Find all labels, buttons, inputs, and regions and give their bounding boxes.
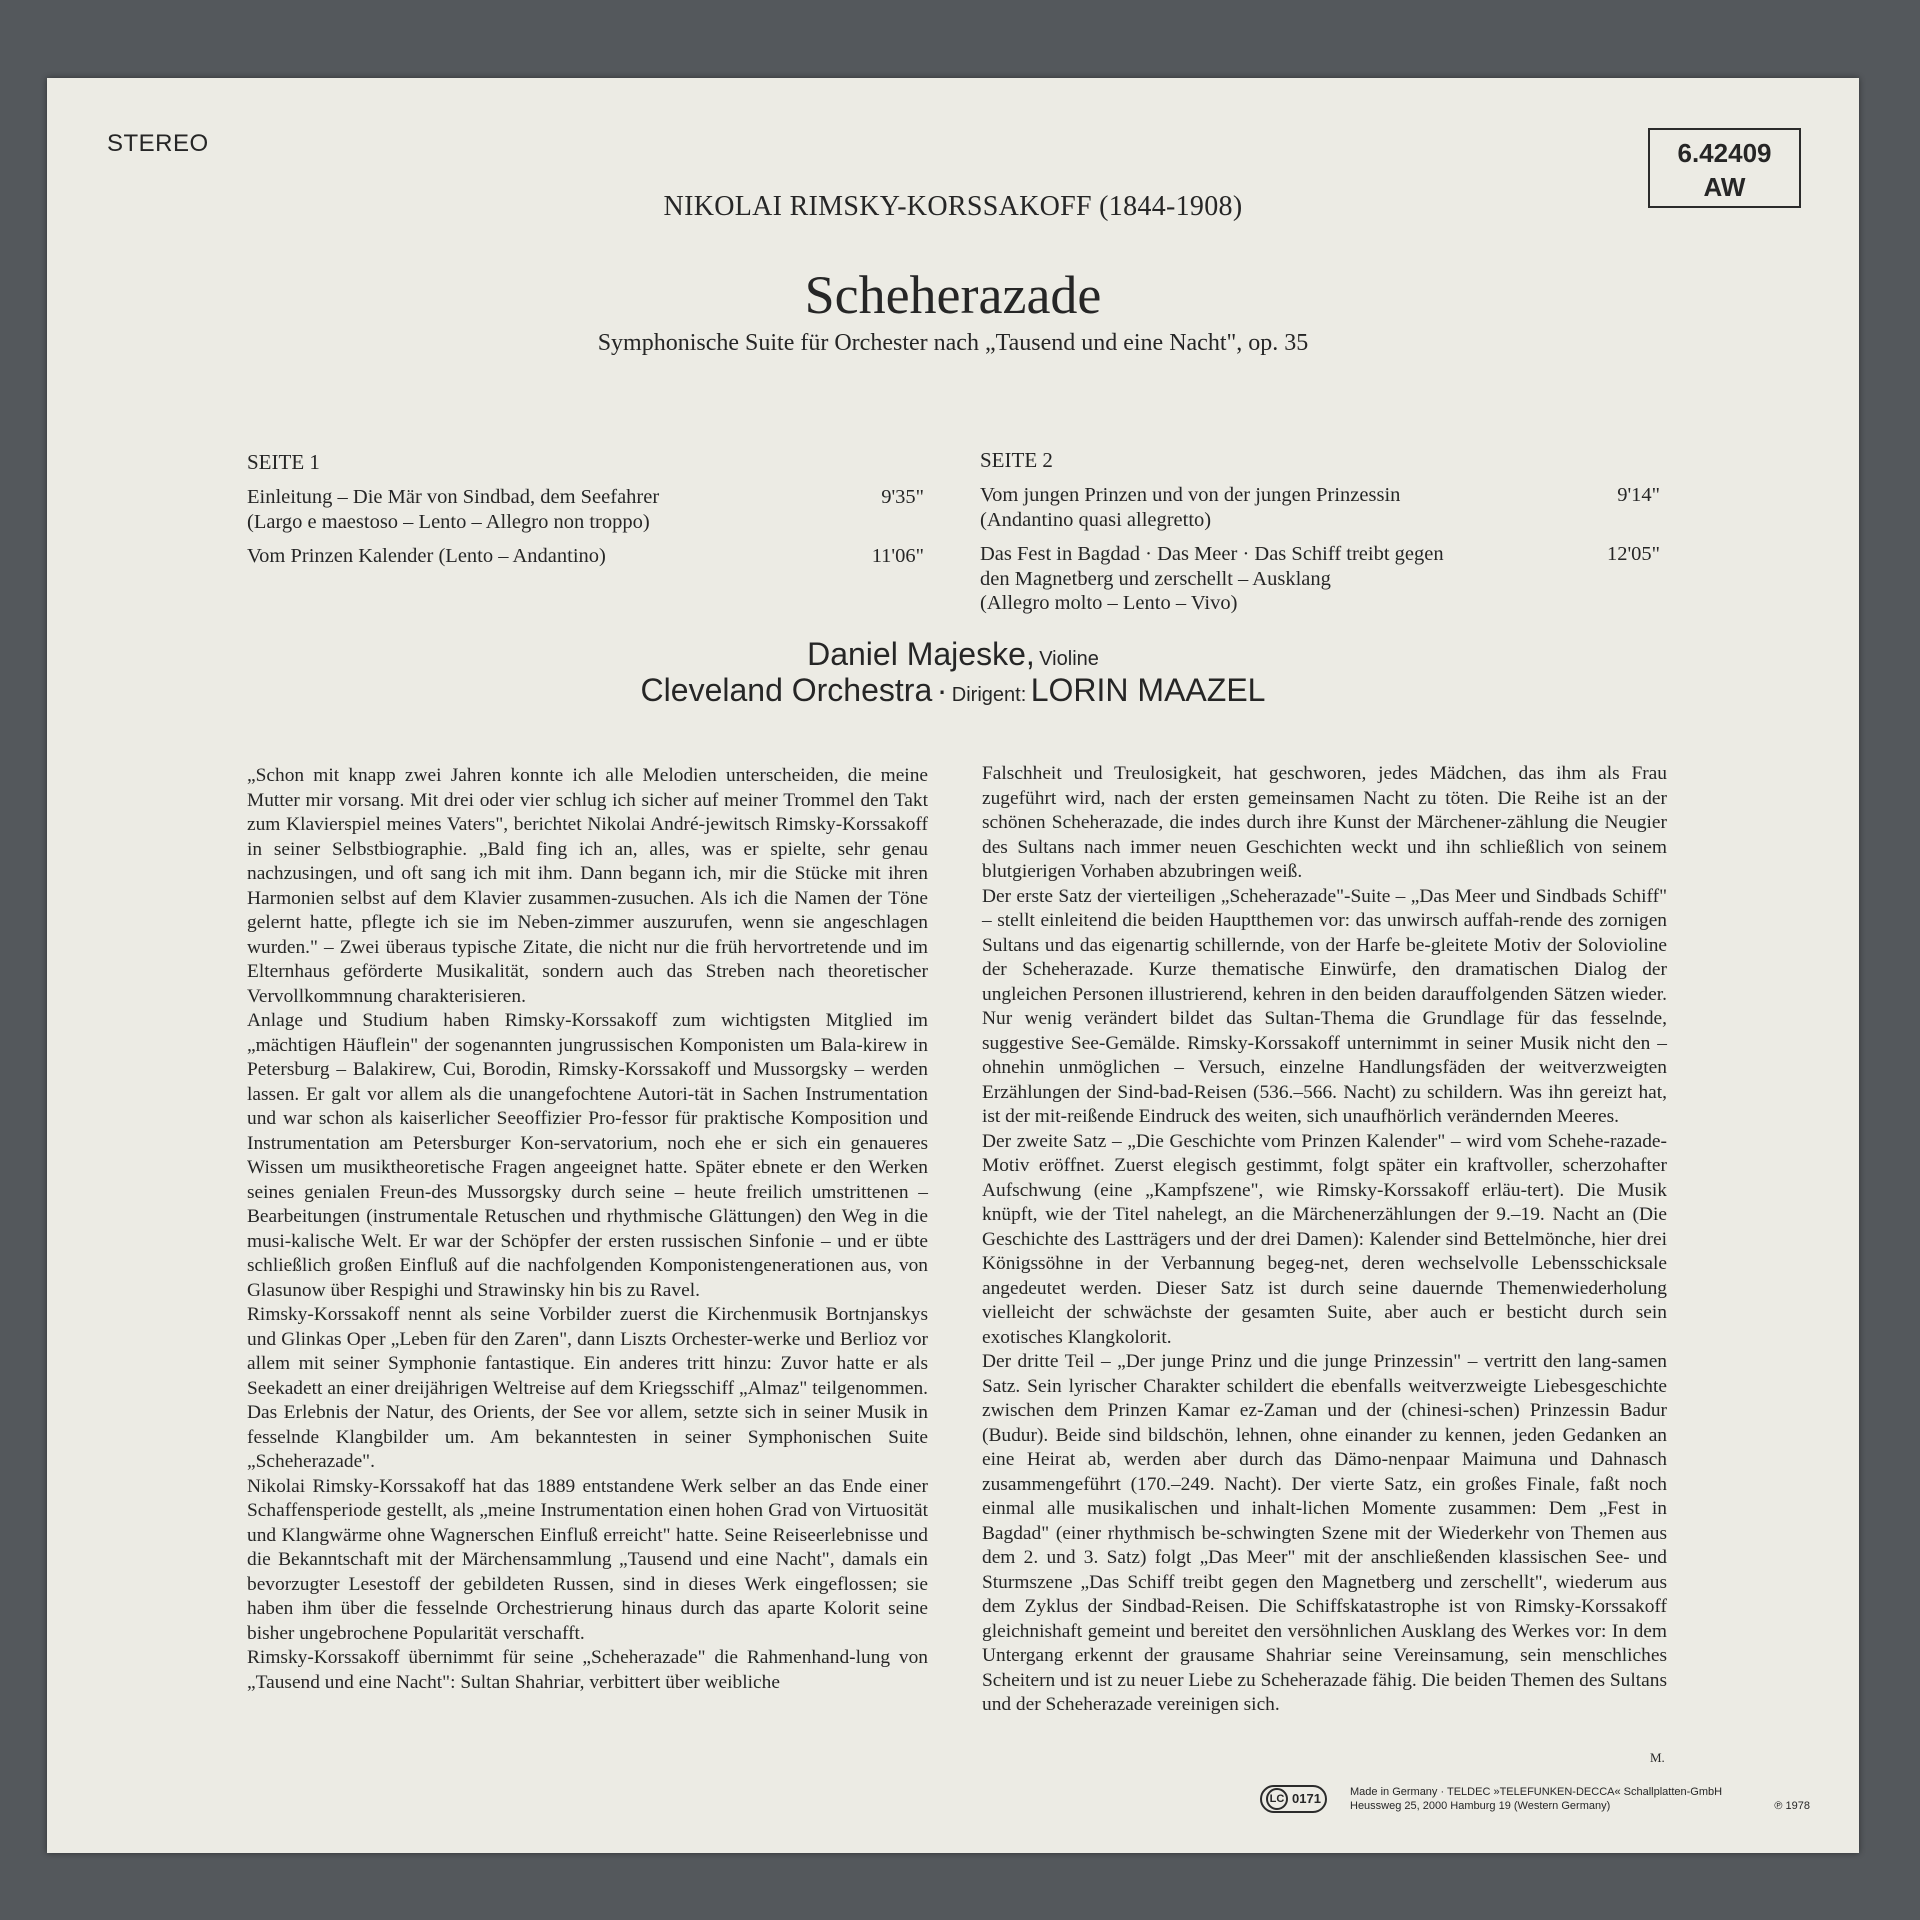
soloist-name: Daniel Majeske, — [807, 636, 1035, 672]
track-list-item — [247, 485, 924, 535]
conductor-name: LORIN MAAZEL — [1030, 672, 1266, 708]
lc-number: 0171 — [1292, 1791, 1321, 1806]
track-title-continued: den Magnetberg und zerschellt – Ausklang — [980, 567, 1331, 590]
composer-heading: NIKOLAI RIMSKY-KORSSAKOFF (1844-1908) — [663, 191, 1243, 222]
track-duration: 9'14" — [1617, 484, 1660, 506]
track-title: Vom jungen Prinzen und von der jungen Prinzessin — [980, 484, 1401, 506]
side-1-heading: SEITE 1 — [247, 450, 320, 474]
side-2-heading: SEITE 2 — [980, 448, 1053, 472]
author-initial: M. — [1650, 1750, 1665, 1765]
track-list-item — [980, 483, 1660, 533]
label-code-logo — [1260, 1785, 1327, 1813]
soloist-credit — [47, 636, 1859, 673]
liner-notes-right-column: Falschheit und Treulosigkeit, hat geschworen, jedes Mädchen, das ihm als Frau zugeführt wird, nach der ersten gemeinsamen Nacht zu töten. Die Reihe ist an der schönen Scheherazade, die indes durch ihre Kunst der Märchener-zählung die Neugier des Sultans nach immer neuen Geschichten weckt und ihn schließlich von seinem blutgierigen Vorhaben abzubringen weiß. Der erste Satz der vierteiligen „Scheherazade"-Suite – „Das Meer und Sindbads Schiff" – stellt einleitend die beiden Hauptthemen vor: das unwirsch auffah-rende des zornigen Sultans und das eigenartig schillernde, von der Harfe be-gleitete Motiv der Solovioline der Scheherazade. Kurze thematische Einwürfe, den dramatischen Dialog der ungleichen Personen illustrierend, kehren in den beiden darauffolgenden Sätzen wieder. Nur wenig verändert bildet das Sultan-Thema die Grundlage für das fesselnde, suggestive See-Gemälde. Rimsky-Korssakoff unternimmt in seiner Musik nicht den – ohnehin unmöglichen – Versuch, einzelne Handlungsfäden der weitverzweigten Erzählungen der Sind-bad-Reisen (536.–566. Nacht) zu schildern. Was ihn gereizt hat, ist der mit-reißende Eindruck des weiten, sich unaufhörlich verändernden Meeres. Der zweite Satz – „Die Geschichte vom Prinzen Kalender" – wird vom Schehe-razade-Motiv eröffnet. Zuerst elegisch gestimmt, folgt später ein kraftvoller, scherzohafter Aufschwung (eine „Kampfszene", wie Rimsky-Korssakoff erläu-tert). Die Musik knüpft, wie der Titel nahelegt, an die Märchenerzählungen der 9.–19. Nacht an (Die Geschichte des Lastträgers und der drei Damen): Kalender sind Bettelmönche, hier drei Königssöhne in der Verbannung begeg-net, deren wechselvolle Lebensschicksale angedeutet werden. Dieser Satz ist durch seine dauernde Themenwiederholung vielleicht der schwächste der gesamten Suite, aber auch er besticht durch sein exotisches Klangkolorit. Der dritte Teil – „Der junge Prinz und die junge Prinzessin" – vertritt den lang-samen Satz. Sein lyrischer Charakter schildert die ebenfalls weitverzweigte Liebesgeschichte zwischen dem Prinzen Kamar ez-Zaman und der (chinesi-schen) Prinzessin Badur (Budur). Beide sind bildschön, lehnen, ohne einander zu kennen, jeden Gedanken an eine Heirat ab, werden aber durch das Dämo-nenpaar Maimuna und Dahnasch zusammengeführt (170.–249. Nacht). Der vierte Satz, ein großes Finale, faßt noch einmal alle musikalischen und inhalt-lichen Momente zusammen: Dem „Fest in Bagdad" (einer rhythmisch be-schwingten Szene mit der Wiederkehr von Themen aus dem 2. und 3. Satz) folgt „Das Meer" mit der anschließenden klassischen See- und Sturmszene „Das Schiff treibt gegen den Magnetberg und zerschellt", wiederum aus dem Zyklus der Sindbad-Reisen. Die Schiffskatastrophe ist von Rimsky-Korssakoff gleichnishaft gemeint und bereitet den versöhnlichen Ausklang des Werkes vor: In dem Untergang erkennt der grausame Shahriar seine Vereinsamung, sein menschliches Scheitern und ist zu neuer Liebe zu Scheherazade fähig. Die beiden Themen des Sultans und der Scheherazade vereinigen sich. — [982, 763, 1667, 1715]
record-sleeve-back — [47, 78, 1859, 1853]
soloist-role: Violine — [1039, 648, 1099, 670]
lc-label: LC — [1266, 1788, 1288, 1810]
work-subtitle: Symphonische Suite für Orchester nach „Tausend und eine Nacht", op. 35 — [597, 330, 1309, 356]
stereo-label: STEREO — [107, 130, 209, 157]
liner-notes-left-column: „Schon mit knapp zwei Jahren konnte ich alle Melodien unterscheiden, die meine Mutter mir vorsang. Mit drei oder vier schlug ich sicher auf meiner Trommel den Takt zum Klavierspiel meines Vaters", berichtet Nikolai André-jewitsch Rimsky-Korssakoff in seiner Selbstbiographie. „Bald fing ich an, alles, was er spielte, sehr genau nachzusingen, und oft sang ich mit ihm. Dann begann ich, mir die Stücke mit ihren Harmonien selbst auf dem Klavier zusammen-zusuchen. Als ich die Namen der Töne gelernt hatte, pflegte ich sie im Neben-zimmer auszurufen, wenn sie angeschlagen wurden." – Zwei überaus typische Zitate, die nicht nur die früh hervortretende und im Elternhaus geförderte Musikalität, sondern auch das Streben nach theoretischer Vervollkommnung charakterisieren. Anlage und Studium haben Rimsky-Korssakoff zum wichtigsten Mitglied im „mächtigen Häuflein" der sogenannten jungrussischen Komponisten um Bala-kirew in Petersburg – Balakirew, Cui, Borodin, Rimsky-Korssakoff und Mussorgsky – werden lassen. Er galt vor allem als die unangefochtene Autori-tät in Sachen Instrumentation und war schon als kaiserlicher Seeoffizier Pro-fessor für praktische Komposition und Instrumentation am Petersburger Kon-servatorium, noch ehe er sich ein genaueres Wissen um musiktheoretische Fragen angeeignet hatte. Später ebnete er den Werken seines genialen Freun-des Mussorgsky durch seine – heute freilich umstrittenen – Bearbeitungen (instrumentale Retuschen und rhythmische Glättungen) den Weg in die musi-kalische Welt. Er war der Schöpfer der ersten russischen Sinfonie – und er übte schließlich großen Einfluß auf die nachfolgenden Komponistengenerationen aus, von Glasunow über Respighi und Strawinsky hin bis zu Ravel. Rimsky-Korssakoff nennt als seine Vorbilder zuerst die Kirchenmusik Bortnjanskys und Glinkas Oper „Leben für den Zaren", dann Liszts Orchester-werke und Berlioz vor allem mit seiner Symphonie fantastique. Ein anderes tritt hinzu: Zuvor hatte er als Seekadett an einer dreijährigen Weltreise auf dem Kriegsschiff „Almaz" teilgenommen. Das Erlebnis der Natur, des Orients, der See vor allem, setzte sich in seiner Musik in fesselnde Klangbilder um. Am bekanntesten in seiner Symphonischen Suite „Scheherazade". Nikolai Rimsky-Korssakoff hat das 1889 entstandene Werk selber an das Ende einer Schaffensperiode gestellt, als „meine Instrumentation einen hohen Grad von Virtuosität und Klangwärme ohne Wagnerschen Einfluß erreicht" hatte. Seine Reiseerlebnisse und die Bekanntschaft mit der Märchensammlung „Tausend und eine Nacht", damals ein bevorzugter Lesestoff der gebildeten Russen, sind in dieses Werk eingeflossen; sie haben ihm über die fesselnde Orchestrierung hinaus durch das aparte Kolorit seine bisher ungebrochene Popularität verschafft. Rimsky-Korssakoff übernimmt für seine „Scheherazade" die Rahmenhand-lung von „Tausend und eine Nacht": Sultan Shahriar, verbittert über weibliche — [247, 765, 928, 1693]
orchestra-name: Cleveland Orchestra — [640, 672, 933, 708]
track-tempo: (Andantino quasi allegretto) — [980, 508, 1212, 531]
track-title: Das Fest in Bagdad · Das Meer · Das Schiff treibt gegen — [980, 543, 1444, 565]
track-tempo: (Allegro molto – Lento – Vivo) — [980, 592, 1238, 614]
catalog-number: 6.42409 — [1677, 138, 1772, 168]
work-title: Scheherazade — [804, 265, 1102, 325]
footer-line-2: Heussweg 25, 2000 Hamburg 19 (Western Germany) — [1350, 1800, 1611, 1812]
track-list-item — [247, 544, 924, 569]
track-duration: 12'05" — [1606, 543, 1660, 565]
orchestra-credit — [47, 672, 1859, 709]
copyright-year: ℗ 1978 — [1774, 1800, 1810, 1812]
track-tempo: (Largo e maestoso – Lento – Allegro non troppo) — [247, 510, 650, 533]
track-title: Vom Prinzen Kalender (Lento – Andantino) — [247, 545, 606, 567]
credit-separator: · — [936, 672, 948, 708]
footer-line-1: Made in Germany · TELDEC »TELEFUNKEN-DECCA« Schallplatten-GmbH — [1350, 1786, 1723, 1798]
track-duration: 9'35" — [881, 486, 924, 508]
conductor-label: Dirigent: — [951, 684, 1027, 706]
catalog-code: AW — [1703, 172, 1746, 202]
track-duration: 11'06" — [871, 545, 924, 567]
track-list-item — [980, 542, 1660, 617]
track-title: Einleitung – Die Mär von Sindbad, dem Seefahrer — [247, 486, 660, 508]
